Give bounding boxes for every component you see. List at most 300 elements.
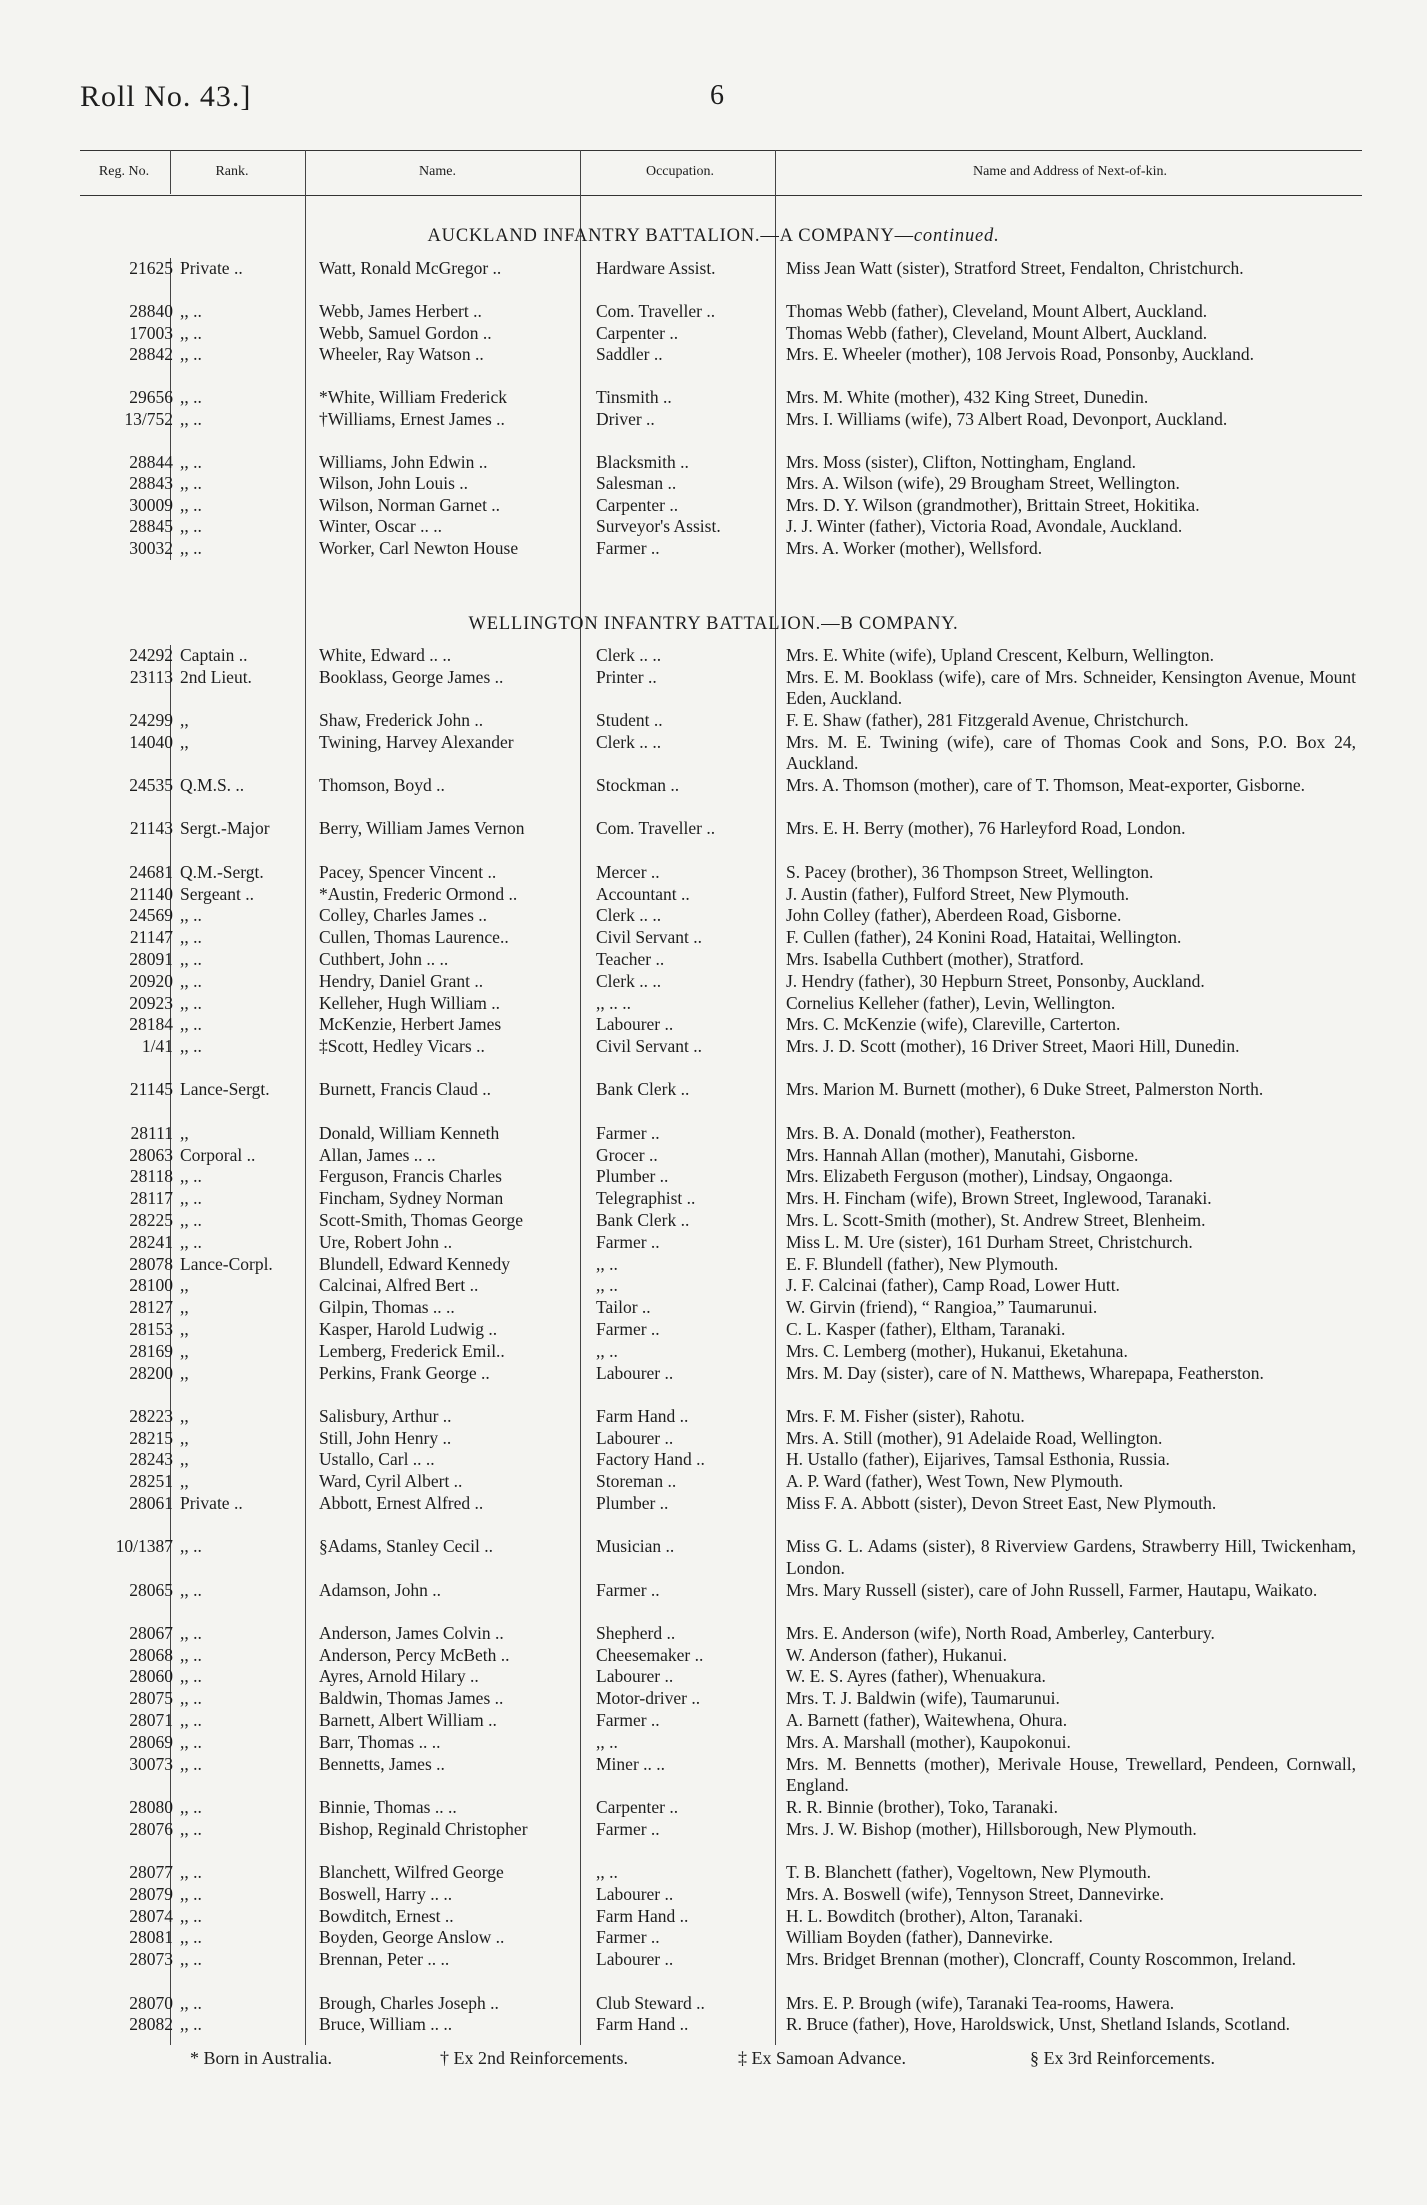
reg-no-cell: 28111	[130, 1122, 173, 1143]
rank-cell: ,, ..	[180, 1753, 202, 1774]
name-cell: Bishop, Reginald Christopher	[319, 1818, 528, 1839]
name-cell: Barnett, Albert William ..	[319, 1710, 497, 1731]
reg-no-cell: 23113	[129, 666, 173, 687]
reg-no-cell: 28073	[129, 1949, 173, 1970]
table-row	[0, 1275, 1427, 1297]
next-of-kin-cell: Mrs. Mary Russell (sister), care of John Russell, Farmer, Hautapu, Waikato.	[786, 1579, 1318, 1600]
next-of-kin-cell: A. Barnett (father), Waitewhena, Ohura.	[786, 1710, 1068, 1731]
name-cell: Adamson, John ..	[319, 1579, 442, 1600]
rank-cell: ,,	[180, 1471, 189, 1492]
reg-no-cell: 28251	[129, 1471, 173, 1492]
reg-no-cell: 28100	[129, 1275, 173, 1296]
table-row	[0, 667, 1427, 710]
table-row	[0, 1319, 1427, 1341]
reg-no-cell: 28081	[129, 1927, 173, 1948]
next-of-kin-cell: Mrs. M. E. Twining (wife), care of Thomas Cook and Sons, P.O. Box 24, Auckland.	[786, 731, 1356, 774]
occupation-cell: Saddler ..	[596, 344, 663, 364]
next-of-kin-cell: Miss G. L. Adams (sister), 8 Riverview Gardens, Strawberry Hill, Twickenham, London.	[786, 1536, 1356, 1578]
rank-cell: Corporal ..	[180, 1144, 256, 1165]
table-row	[0, 1688, 1427, 1710]
reg-no-cell: 28225	[129, 1209, 173, 1230]
reg-no-cell: 30032	[129, 537, 173, 558]
table-row	[0, 538, 1427, 560]
name-cell: Colley, Charles James ..	[319, 905, 488, 926]
name-cell: Shaw, Frederick John ..	[319, 710, 484, 731]
reg-no-cell: 28243	[129, 1449, 173, 1470]
name-cell: Thomson, Boyd ..	[319, 775, 445, 796]
occupation-cell: Farm Hand ..	[596, 1905, 689, 1926]
occupation-cell: Com. Traveller ..	[596, 818, 716, 839]
occupation-cell: Clerk .. ..	[596, 970, 662, 991]
rank-cell: Sergt.-Major	[180, 818, 270, 839]
table-row	[0, 1645, 1427, 1667]
name-cell: Berry, William James Vernon	[319, 818, 525, 839]
occupation-cell: ,, ..	[596, 1275, 618, 1296]
occupation-cell: Cheesemaker ..	[596, 1644, 704, 1665]
rank-cell: ,, ..	[180, 1579, 202, 1600]
next-of-kin-cell: Mrs. J. W. Bishop (mother), Hillsborough, New Plymouth.	[786, 1818, 1197, 1839]
reg-no-cell: 24535	[129, 775, 173, 796]
reg-no-cell: 28067	[129, 1622, 173, 1643]
table-row	[0, 1797, 1427, 1819]
reg-no-cell: 28061	[129, 1493, 173, 1513]
table-row	[0, 1623, 1427, 1645]
name-cell: Scott-Smith, Thomas George	[319, 1209, 523, 1230]
table-row	[0, 884, 1427, 906]
name-cell: Lemberg, Frederick Emil..	[319, 1340, 505, 1361]
table-row	[0, 1406, 1427, 1428]
next-of-kin-cell: Mrs. E. White (wife), Upland Crescent, Kelburn, Wellington.	[786, 645, 1215, 665]
rank-cell: ,,	[180, 1449, 189, 1470]
next-of-kin-cell: W. E. S. Ayres (father), Whenuakura.	[786, 1666, 1046, 1687]
next-of-kin-cell: R. R. Binnie (brother), Toko, Taranaki.	[786, 1796, 1058, 1817]
table-row	[0, 495, 1427, 517]
footnote-born-australia: * Born in Australia.	[190, 2048, 332, 2068]
next-of-kin-cell: Mrs. D. Y. Wilson (grandmother), Brittain Street, Hokitika.	[786, 494, 1200, 515]
table-row	[0, 1754, 1427, 1797]
next-of-kin-cell: Mrs. Marion M. Burnett (mother), 6 Duke Street, Palmerston North.	[786, 1079, 1264, 1100]
next-of-kin-cell: F. E. Shaw (father), 281 Fitzgerald Avenue, Christchurch.	[786, 710, 1189, 731]
name-cell: Kelleher, Hugh William ..	[319, 992, 501, 1013]
rank-cell: ,, ..	[180, 1231, 202, 1252]
reg-no-cell: 21145	[129, 1079, 173, 1100]
occupation-cell: Carpenter ..	[596, 494, 679, 515]
next-of-kin-cell: Mrs. E. P. Brough (wife), Taranaki Tea-rooms, Hawera.	[786, 1992, 1175, 2013]
reg-no-cell: 28169	[129, 1340, 173, 1361]
occupation-cell: Club Steward ..	[596, 1992, 705, 2013]
name-cell: Twining, Harvey Alexander	[319, 731, 514, 752]
name-cell: Salisbury, Arthur ..	[319, 1405, 452, 1426]
next-of-kin-cell: Mrs. B. A. Donald (mother), Featherston.	[786, 1122, 1076, 1143]
rank-cell: ,, ..	[180, 970, 202, 991]
occupation-cell: Com. Traveller ..	[596, 301, 716, 321]
rank-cell: ,, ..	[180, 387, 202, 407]
name-cell: Ayres, Arnold Hilary ..	[319, 1666, 479, 1687]
page-header	[80, 80, 1360, 130]
name-cell: Fincham, Sydney Norman	[319, 1188, 504, 1209]
rank-cell: ,, ..	[180, 473, 202, 493]
name-cell: Ferguson, Francis Charles	[319, 1166, 502, 1187]
name-cell: Bruce, William .. ..	[319, 2014, 453, 2035]
reg-no-cell: 24569	[129, 905, 173, 926]
name-cell: Blanchett, Wilfred George	[319, 1862, 504, 1883]
rank-cell: ,, ..	[180, 1014, 202, 1035]
occupation-cell: ,, ..	[596, 1731, 618, 1752]
table-row	[0, 344, 1427, 387]
name-cell: Anderson, Percy McBeth ..	[319, 1644, 510, 1665]
occupation-cell: Farmer ..	[596, 1318, 660, 1339]
rank-cell: ,,	[180, 1427, 189, 1448]
reg-no-cell: 28070	[129, 1992, 173, 2013]
rank-cell: Lance-Corpl.	[180, 1253, 273, 1274]
rank-cell: ,,	[180, 1318, 189, 1339]
occupation-cell: ,, ..	[596, 1253, 618, 1274]
rank-cell: ,, ..	[180, 322, 202, 343]
table-row	[0, 971, 1427, 993]
occupation-cell: Tailor ..	[596, 1297, 651, 1318]
occupation-cell: Labourer ..	[596, 1949, 674, 1970]
name-cell: Williams, John Edwin ..	[319, 451, 488, 472]
name-cell: Cuthbert, John .. ..	[319, 948, 449, 969]
occupation-cell: Farm Hand ..	[596, 2014, 689, 2035]
name-cell: Wilson, Norman Garnet ..	[319, 494, 501, 515]
rank-cell: ,, ..	[180, 1949, 202, 1970]
name-cell: Abbott, Ernest Alfred ..	[319, 1493, 484, 1513]
rank-cell: ,, ..	[180, 1818, 202, 1839]
name-cell: Allan, James .. ..	[319, 1144, 436, 1165]
table-row	[0, 775, 1427, 818]
table-row	[0, 905, 1427, 927]
rank-cell: ,, ..	[180, 537, 202, 558]
next-of-kin-cell: A. P. Ward (father), West Town, New Plymouth.	[786, 1471, 1124, 1492]
rank-cell: ,, ..	[180, 1927, 202, 1948]
name-cell: Binnie, Thomas .. ..	[319, 1796, 457, 1817]
rank-cell: ,, ..	[180, 301, 202, 321]
next-of-kin-cell: W. Girvin (friend), “ Rangioa,” Taumarunui.	[786, 1297, 1098, 1318]
occupation-cell: Blacksmith ..	[596, 451, 689, 472]
next-of-kin-cell: John Colley (father), Aberdeen Road, Gisborne.	[786, 905, 1122, 926]
rank-cell: ,, ..	[180, 1036, 202, 1057]
next-of-kin-cell: Mrs. C. McKenzie (wife), Clareville, Carterton.	[786, 1014, 1121, 1035]
occupation-cell: Hardware Assist.	[596, 258, 716, 278]
reg-no-cell: 28068	[129, 1644, 173, 1665]
name-cell: Webb, James Herbert ..	[319, 301, 482, 321]
section-title-auckland	[0, 226, 1427, 247]
rank-cell: ,, ..	[180, 1622, 202, 1643]
occupation-cell: Factory Hand ..	[596, 1449, 705, 1470]
occupation-cell: Labourer ..	[596, 1666, 674, 1687]
name-cell: Brough, Charles Joseph ..	[319, 1992, 499, 2013]
next-of-kin-cell: Mrs. F. M. Fisher (sister), Rahotu.	[786, 1405, 1025, 1426]
occupation-cell: Farmer ..	[596, 537, 660, 558]
next-of-kin-cell: E. F. Blundell (father), New Plymouth.	[786, 1253, 1059, 1274]
table-row	[0, 1254, 1427, 1276]
occupation-cell: Farmer ..	[596, 1818, 660, 1839]
occupation-cell: Mercer ..	[596, 861, 660, 882]
name-cell: White, Edward .. ..	[319, 645, 452, 665]
name-cell: Still, John Henry ..	[319, 1427, 452, 1448]
table-row	[0, 1884, 1427, 1906]
reg-no-cell: 28082	[129, 2014, 173, 2035]
reg-no-cell: 28060	[129, 1666, 173, 1687]
table-row	[0, 1862, 1427, 1884]
col-rank: Rank.	[215, 164, 249, 179]
rank-cell: ,, ..	[180, 905, 202, 926]
occupation-cell: Labourer ..	[596, 1883, 674, 1904]
occupation-cell: Farm Hand ..	[596, 1405, 689, 1426]
next-of-kin-cell: Thomas Webb (father), Cleveland, Mount Albert, Auckland.	[786, 301, 1208, 321]
rank-cell: Lance-Sergt.	[180, 1079, 270, 1100]
rank-cell: ,, ..	[180, 1710, 202, 1731]
rank-cell: ,,	[180, 1362, 189, 1383]
table-row	[0, 1341, 1427, 1363]
table-row	[0, 1732, 1427, 1754]
next-of-kin-cell: Cornelius Kelleher (father), Levin, Wellington.	[786, 992, 1116, 1013]
rank-cell: ,, ..	[180, 927, 202, 948]
rank-cell: ,, ..	[180, 1209, 202, 1230]
rank-cell: ,, ..	[180, 1862, 202, 1883]
next-of-kin-cell: Mrs. A. Thomson (mother), care of T. Thomson, Meat-exporter, Gisborne.	[786, 775, 1306, 796]
rank-cell: ,, ..	[180, 408, 202, 429]
reg-no-cell: 28153	[129, 1318, 173, 1339]
name-cell: McKenzie, Herbert James	[319, 1014, 502, 1035]
name-cell: Ure, Robert John ..	[319, 1231, 453, 1252]
table-row	[0, 258, 1427, 301]
reg-no-cell: 28840	[129, 301, 173, 321]
table-row	[0, 818, 1427, 861]
rank-cell: ,,	[180, 1122, 189, 1143]
rank-cell: ,, ..	[180, 1688, 202, 1709]
occupation-cell: Carpenter ..	[596, 322, 679, 343]
table-row	[0, 301, 1427, 323]
occupation-cell: Civil Servant ..	[596, 1036, 702, 1057]
reg-no-cell: 28223	[129, 1405, 173, 1426]
next-of-kin-cell: Mrs. Isabella Cuthbert (mother), Stratford.	[786, 948, 1084, 969]
next-of-kin-cell: H. L. Bowditch (brother), Alton, Taranaki.	[786, 1905, 1083, 1926]
next-of-kin-cell: H. Ustallo (father), Eijarives, Tamsal Esthonia, Russia.	[786, 1449, 1170, 1470]
reg-no-cell: 28117	[129, 1188, 173, 1209]
reg-no-cell: 28200	[129, 1362, 173, 1383]
occupation-cell: Teacher ..	[596, 948, 665, 969]
reg-no-cell: 28844	[129, 451, 173, 472]
reg-no-cell: 28063	[129, 1144, 173, 1165]
table-row	[0, 1210, 1427, 1232]
next-of-kin-cell: Mrs. E. Anderson (wife), North Road, Amberley, Canterbury.	[786, 1622, 1215, 1643]
next-of-kin-cell: Mrs. M. Bennetts (mother), Merivale House, Trewellard, Pendeen, Cornwall, England.	[786, 1753, 1356, 1796]
name-cell: *White, William Frederick	[319, 387, 508, 407]
table-row	[0, 1993, 1427, 2015]
rank-cell: ,, ..	[180, 1905, 202, 1926]
table-row	[0, 927, 1427, 949]
reg-no-cell: 24681	[129, 861, 173, 882]
table-row	[0, 452, 1427, 474]
next-of-kin-cell: Mrs. A. Marshall (mother), Kaupokonui.	[786, 1731, 1071, 1752]
table-row	[0, 862, 1427, 884]
occupation-cell: Labourer ..	[596, 1427, 674, 1448]
col-occupation: Occupation.	[645, 164, 715, 179]
rank-cell: ,,	[180, 731, 189, 752]
next-of-kin-cell: Mrs. Bridget Brennan (mother), Cloncraff, County Roscommon, Ireland.	[786, 1949, 1296, 1970]
occupation-cell: Surveyor's Assist.	[596, 516, 721, 536]
name-cell: †Williams, Ernest James ..	[319, 408, 505, 429]
table-row	[0, 1536, 1427, 1579]
table-row	[0, 1145, 1427, 1167]
reg-no-cell: 28074	[129, 1905, 173, 1926]
table-row	[0, 1363, 1427, 1406]
next-of-kin-cell: Miss F. A. Abbott (sister), Devon Street East, New Plymouth.	[786, 1493, 1217, 1513]
name-cell: Blundell, Edward Kennedy	[319, 1253, 510, 1274]
next-of-kin-cell: Mrs. E. H. Berry (mother), 76 Harleyford Road, London.	[786, 818, 1186, 839]
name-cell: Hendry, Daniel Grant ..	[319, 970, 484, 991]
name-cell: §Adams, Stanley Cecil ..	[319, 1536, 494, 1557]
rank-cell: ,, ..	[180, 1796, 202, 1817]
table-row	[0, 387, 1427, 409]
rank-cell: ,, ..	[180, 948, 202, 969]
name-cell: *Austin, Frederic Ormond ..	[319, 883, 518, 904]
reg-no-cell: 29656	[129, 387, 173, 407]
next-of-kin-cell: Mrs. C. Lemberg (mother), Hukanui, Eketahuna.	[786, 1340, 1128, 1361]
occupation-cell: Shepherd ..	[596, 1622, 676, 1643]
name-cell: Worker, Carl Newton House	[319, 537, 519, 558]
name-cell: Donald, William Kenneth	[319, 1122, 500, 1143]
rank-cell: ,,	[180, 1405, 189, 1426]
next-of-kin-cell: T. B. Blanchett (father), Vogeltown, New Plymouth.	[786, 1862, 1152, 1883]
occupation-cell: Farmer ..	[596, 1710, 660, 1731]
next-of-kin-cell: Miss Jean Watt (sister), Stratford Street, Fendalton, Christchurch.	[786, 258, 1244, 278]
occupation-cell: Accountant ..	[596, 883, 690, 904]
next-of-kin-cell: W. Anderson (father), Hukanui.	[786, 1644, 1007, 1665]
name-cell: Cullen, Thomas Laurence..	[319, 927, 509, 948]
reg-no-cell: 28184	[129, 1014, 173, 1035]
rank-cell: ,,	[180, 1340, 189, 1361]
rank-cell: ,, ..	[180, 1666, 202, 1687]
table-row	[0, 1906, 1427, 1928]
roll-number: Roll No. 43.]	[80, 80, 252, 113]
next-of-kin-cell: Mrs. Elizabeth Ferguson (mother), Lindsay, Ongaonga.	[786, 1166, 1173, 1187]
table-row	[0, 473, 1427, 495]
occupation-cell: Clerk .. ..	[596, 731, 662, 752]
next-of-kin-cell: Mrs. M. Day (sister), care of N. Matthews, Wharepapa, Featherston.	[786, 1362, 1264, 1383]
occupation-cell: Storeman ..	[596, 1471, 677, 1492]
reg-no-cell: 28843	[129, 473, 173, 493]
table-row	[0, 1014, 1427, 1036]
reg-no-cell: 28215	[129, 1427, 173, 1448]
next-of-kin-cell: R. Bruce (father), Hove, Haroldswick, Unst, Shetland Islands, Scotland.	[786, 2014, 1290, 2035]
rank-cell: ,, ..	[180, 1644, 202, 1665]
table-row	[0, 993, 1427, 1015]
footnote-ex-2nd: † Ex 2nd Reinforcements.	[440, 2048, 628, 2068]
rank-cell: ,, ..	[180, 1188, 202, 1209]
col-next-of-kin: Name and Address of Next-of-kin.	[972, 164, 1167, 179]
rank-cell: ,,	[180, 1297, 189, 1318]
reg-no-cell: 28080	[129, 1796, 173, 1817]
rank-cell: ,, ..	[180, 2014, 202, 2035]
occupation-cell: ,, ..	[596, 1862, 618, 1883]
name-cell: ‡Scott, Hedley Vicars ..	[319, 1036, 485, 1057]
reg-no-cell: 28077	[129, 1862, 173, 1883]
reg-no-cell: 28091	[129, 948, 173, 969]
reg-no-cell: 28127	[129, 1297, 173, 1318]
next-of-kin-cell: J. F. Calcinai (father), Camp Road, Lower Hutt.	[786, 1275, 1120, 1296]
reg-no-cell: 28075	[129, 1688, 173, 1709]
reg-no-cell: 17003	[129, 322, 173, 343]
next-of-kin-cell: Mrs. A. Still (mother), 91 Adelaide Road, Wellington.	[786, 1427, 1163, 1448]
occupation-cell: Plumber ..	[596, 1166, 669, 1187]
table-row	[0, 1428, 1427, 1450]
next-of-kin-cell: J. J. Winter (father), Victoria Road, Avondale, Auckland.	[786, 516, 1183, 536]
reg-no-cell: 24292	[129, 645, 173, 665]
occupation-cell: Farmer ..	[596, 1579, 660, 1600]
occupation-cell: Labourer ..	[596, 1362, 674, 1383]
table-row	[0, 732, 1427, 775]
rank-cell: Q.M.-Sergt.	[180, 861, 264, 882]
reg-no-cell: 28078	[129, 1253, 173, 1274]
section-rows-wellington	[0, 645, 1427, 2058]
reg-no-cell: 30073	[129, 1753, 173, 1774]
section-title-text: WELLINGTON INFANTRY BATTALION.—B COMPANY.	[468, 614, 959, 634]
next-of-kin-cell: J. Hendry (father), 30 Hepburn Street, Ponsonby, Auckland.	[786, 970, 1205, 991]
footnote-ex-3rd: § Ex 3rd Reinforcements.	[1030, 2048, 1215, 2068]
occupation-cell: Miner .. ..	[596, 1753, 666, 1774]
next-of-kin-cell: F. Cullen (father), 24 Konini Road, Hataitai, Wellington.	[786, 927, 1182, 948]
reg-no-cell: 30009	[129, 494, 173, 515]
next-of-kin-cell: Mrs. E. M. Booklass (wife), care of Mrs. Schneider, Kensington Avenue, Mount Eden, Auckland.	[786, 666, 1356, 709]
next-of-kin-cell: C. L. Kasper (father), Eltham, Taranaki.	[786, 1318, 1066, 1339]
occupation-cell: Clerk .. ..	[596, 905, 662, 926]
rank-cell: ,, ..	[180, 516, 202, 536]
reg-no-cell: 28065	[129, 1579, 173, 1600]
next-of-kin-cell: William Boyden (father), Dannevirke.	[786, 1927, 1054, 1948]
table-row	[0, 409, 1427, 452]
rank-cell: Captain ..	[180, 645, 248, 665]
reg-no-cell: 1/41	[141, 1036, 173, 1057]
table-row	[0, 1449, 1427, 1471]
table-row	[0, 949, 1427, 971]
next-of-kin-cell: Mrs. M. White (mother), 432 King Street, Dunedin.	[786, 387, 1149, 407]
table-row	[0, 1123, 1427, 1145]
reg-no-cell: 14040	[129, 731, 173, 752]
reg-no-cell: 20920	[129, 970, 173, 991]
table-row	[0, 1949, 1427, 1992]
occupation-cell: Plumber ..	[596, 1493, 669, 1513]
rank-cell: Private ..	[180, 258, 243, 278]
occupation-cell: Driver ..	[596, 408, 655, 429]
next-of-kin-cell: S. Pacey (brother), 36 Thompson Street, Wellington.	[786, 861, 1154, 882]
name-cell: Gilpin, Thomas .. ..	[319, 1297, 455, 1318]
table-row	[0, 1232, 1427, 1254]
occupation-cell: Tinsmith ..	[596, 387, 672, 407]
col-name: Name.	[419, 164, 456, 179]
table-row	[0, 1819, 1427, 1862]
rank-cell: ,,	[180, 1275, 189, 1296]
next-of-kin-cell: Mrs. Hannah Allan (mother), Manutahi, Gisborne.	[786, 1144, 1139, 1165]
column-rule	[170, 150, 171, 194]
occupation-cell: Stockman ..	[596, 775, 680, 796]
reg-no-cell: 21143	[129, 818, 173, 839]
reg-no-cell: 28845	[129, 516, 173, 536]
reg-no-cell: 21140	[129, 883, 173, 904]
rank-cell: ,,	[180, 710, 189, 731]
name-cell: Ustallo, Carl .. ..	[319, 1449, 435, 1470]
next-of-kin-cell: Mrs. H. Fincham (wife), Brown Street, Inglewood, Taranaki.	[786, 1188, 1212, 1209]
reg-no-cell: 28118	[129, 1166, 173, 1187]
reg-no-cell: 21147	[129, 927, 173, 948]
occupation-cell: Civil Servant ..	[596, 927, 702, 948]
rank-cell: Q.M.S. ..	[180, 775, 245, 796]
occupation-cell: Farmer ..	[596, 1122, 660, 1143]
next-of-kin-cell: Mrs. L. Scott-Smith (mother), St. Andrew Street, Blenheim.	[786, 1209, 1206, 1230]
occupation-cell: Salesman ..	[596, 473, 677, 493]
